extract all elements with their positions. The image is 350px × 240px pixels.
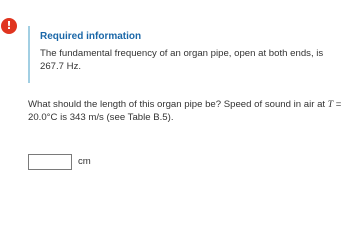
alert-icon — [1, 18, 17, 34]
answer-unit: cm — [78, 156, 91, 167]
answer-input[interactable] — [28, 154, 72, 170]
question-text-after-variable: = 20.0°C is 343 m/s (see Table B.5). — [28, 99, 342, 123]
info-title: Required information — [40, 31, 142, 42]
temperature-variable: T — [327, 99, 334, 110]
exclamation-icon: ! — [6, 19, 12, 32]
info-body: The fundamental frequency of an organ pipe, open at both ends, is 267.7 Hz. — [40, 48, 324, 72]
question-text — [28, 99, 348, 124]
question-text-before-variable: What should the length of this organ pipe be? Speed of sound in air at — [28, 99, 328, 110]
required-information-panel — [28, 26, 350, 83]
